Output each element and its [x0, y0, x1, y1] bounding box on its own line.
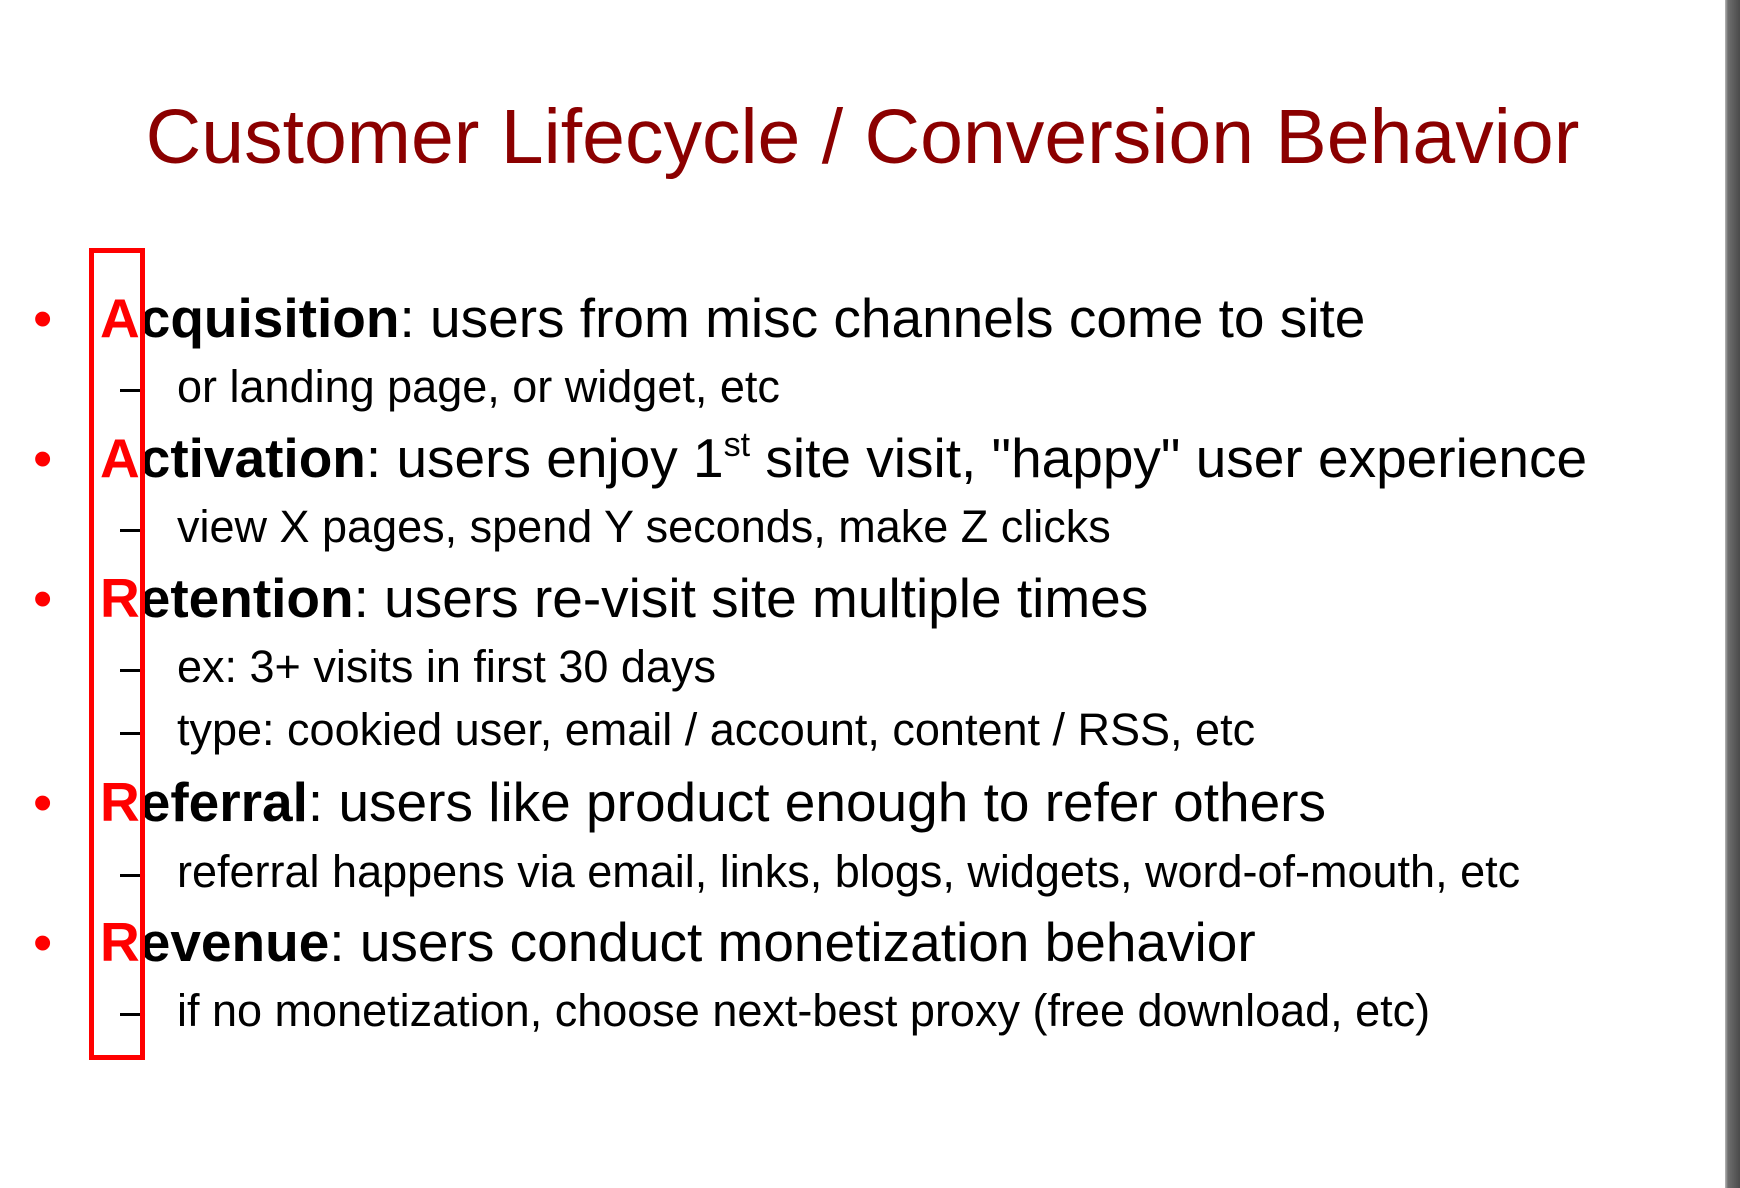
term-rest: ctivation — [139, 427, 366, 489]
term-description: : users conduct monetization behavior — [329, 911, 1256, 973]
dash-marker: – — [120, 704, 146, 755]
term-rest: eferral — [139, 771, 308, 833]
term-first-letter: R — [100, 567, 140, 629]
term-first-letter: R — [100, 771, 140, 833]
term-rest: evenue — [139, 911, 330, 973]
term-rest: cquisition — [139, 287, 400, 349]
bullet-dot: • — [33, 567, 53, 629]
term-rest: etention — [139, 567, 354, 629]
dash-marker: – — [120, 985, 146, 1036]
sub-item-text: or landing page, or widget, etc — [177, 361, 780, 412]
term-description: : users re-visit site multiple times — [353, 567, 1149, 629]
sub-item-text: type: cookied user, email / account, content / RSS, etc — [177, 704, 1256, 755]
sub-item-text: referral happens via email, links, blogs, widgets, word-of-mouth, etc — [177, 846, 1521, 897]
bullet-text — [100, 910, 1256, 974]
bullet-dot: • — [33, 911, 53, 973]
term-description: : users from misc channels come to site — [399, 287, 1366, 349]
bullet-dot: • — [33, 771, 53, 833]
term-description: : users enjoy 1 — [365, 427, 724, 489]
bullet-dot: • — [33, 427, 53, 489]
sub-item-text: ex: 3+ visits in first 30 days — [177, 641, 716, 692]
first-letter-highlight-box — [89, 248, 145, 1060]
term-first-letter: R — [100, 911, 140, 973]
term-description-continued: site visit, "happy" user experience — [750, 427, 1588, 489]
dash-marker: – — [120, 846, 146, 897]
dash-marker: – — [120, 501, 146, 552]
bullet-text — [100, 286, 1365, 350]
bullet-text — [100, 426, 1587, 490]
dash-marker: – — [120, 361, 146, 412]
ordinal-superscript: st — [723, 425, 751, 464]
term-description: : users like product enough to refer others — [307, 771, 1326, 833]
term-first-letter: A — [100, 427, 140, 489]
sub-item-text: if no monetization, choose next-best proxy (free download, etc) — [177, 985, 1431, 1036]
dash-marker: – — [120, 641, 146, 692]
sub-item-text: view X pages, spend Y seconds, make Z clicks — [177, 501, 1111, 552]
bullet-text — [100, 770, 1326, 834]
bullet-dot: • — [33, 287, 53, 349]
slide-window-edge — [1725, 0, 1740, 1188]
term-first-letter: A — [100, 287, 140, 349]
bullet-text — [100, 566, 1148, 630]
slide-title: Customer Lifecycle / Conversion Behavior — [145, 94, 1580, 180]
